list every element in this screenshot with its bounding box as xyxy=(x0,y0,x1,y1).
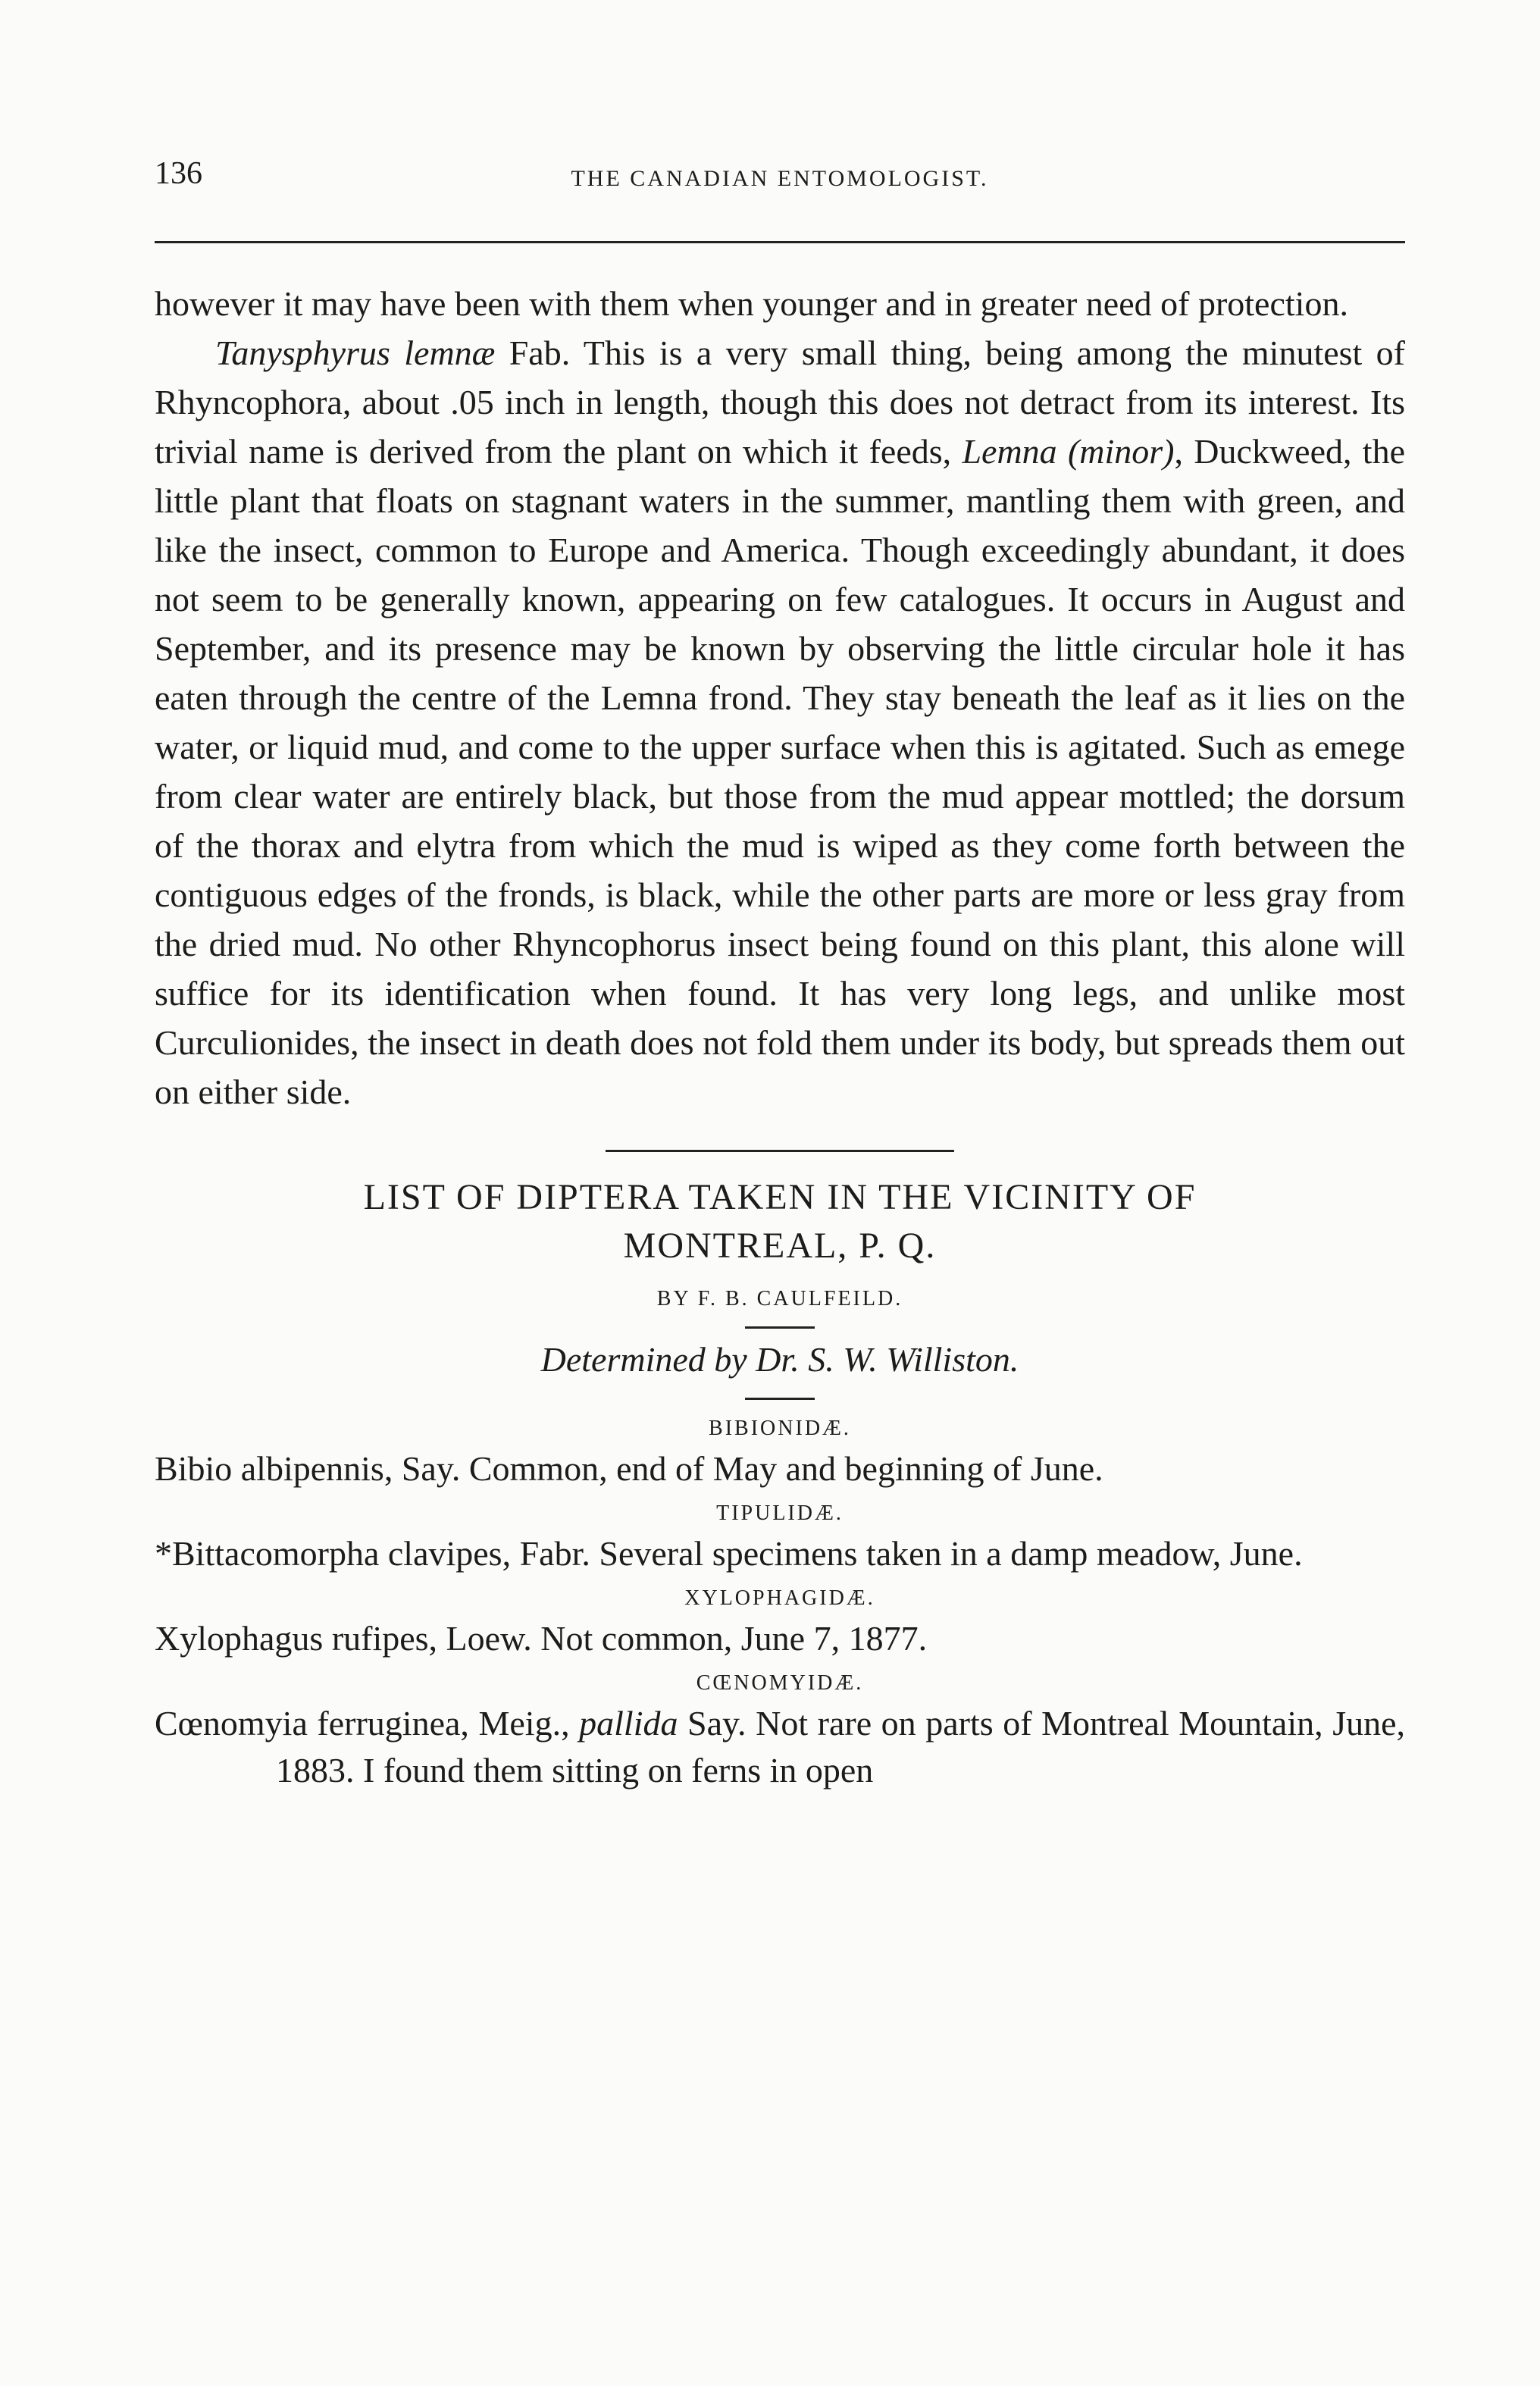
article-title-line-1: LIST OF DIPTERA TAKEN IN THE VICINITY OF xyxy=(363,1177,1197,1217)
family-heading: TIPULIDÆ. xyxy=(716,1501,844,1525)
running-title: THE CANADIAN ENTOMOLOGIST. xyxy=(571,166,989,191)
continuation-paragraph: however it may have been with them when younger and in greater need of protection. xyxy=(155,284,1348,323)
entry-text-before: Cœnomyia ferruginea, Meig., xyxy=(155,1704,580,1743)
variety-name: pallida xyxy=(579,1704,678,1743)
page-body xyxy=(155,279,1405,1794)
species-entry xyxy=(155,1700,1405,1794)
section-divider xyxy=(606,1150,954,1152)
journal-page xyxy=(155,0,1405,2386)
species-entry: Bibio albipennis, Say. Common, end of May and beginning of June. xyxy=(155,1449,1103,1488)
species-text-1: This is a very small thing, being among the minutest of Rhyncophora, about .05 inch in length, though this does not detract from its interest. Its trivial name is derived from the plant on which it feeds, xyxy=(155,333,1405,471)
header-rule xyxy=(155,241,1405,243)
page-header xyxy=(155,155,1405,208)
family-list xyxy=(155,1417,1405,1794)
article-title-line-2: MONTREAL, P. Q. xyxy=(623,1226,937,1266)
determined-by: Determined by Dr. S. W. Williston. xyxy=(540,1340,1019,1379)
species-entry: Xylophagus rufipes, Loew. Not common, June 7, 1877. xyxy=(155,1619,928,1658)
page-number: 136 xyxy=(155,156,202,191)
article-byline: BY F. B. CAULFEILD. xyxy=(656,1287,903,1310)
family-heading: XYLOPHAGIDÆ. xyxy=(684,1586,875,1610)
byline-rule xyxy=(745,1326,815,1329)
family-heading: BIBIONIDÆ. xyxy=(709,1417,851,1440)
family-heading: CŒNOMYIDÆ. xyxy=(696,1671,864,1695)
species-paragraph xyxy=(155,328,1405,1116)
plant-name: Lemna (minor) xyxy=(962,432,1175,471)
subtitle-rule xyxy=(745,1398,815,1400)
species-name: Tanysphyrus lemnæ xyxy=(215,333,496,372)
species-entry: *Bittacomorpha clavipes, Fabr. Several specimens taken in a damp meadow, June. xyxy=(155,1534,1303,1573)
species-text-2: , Duckweed, the little plant that floats on stagnant waters in the summer, mantling them with green, and like the insect, common to Europe and America. Though exceedingly abundant, it does not seem to be generally known, appearing on few catalogues. It occurs in August and September, and its presence may be known by observing the little circular hole it has eaten through the centre of the Lemna frond. They stay beneath the leaf as it lies on the water, or liquid mud, and come to the upper surface when this is agitated. Such as emege from clear water are entirely black, but those from the mud appear mottled; the dorsum of the thorax and elytra from which the mud is wiped as they come forth between the contiguous edges of the fronds, is black, while the other parts are more or less gray from the dried mud. No other Rhyncophorus insect being found on this plant, this alone will suffice for its identification when found. It has very long legs, and unlike most Curculionides, the insect in death does not fold them under its body, but spreads them out on either side. xyxy=(155,432,1405,1111)
entry-text-after: Say. Not rare on parts of Montreal Mountain, June, 1883. I found them sitting on ferns in open xyxy=(276,1704,1406,1790)
species-author: Fab. xyxy=(495,333,571,372)
